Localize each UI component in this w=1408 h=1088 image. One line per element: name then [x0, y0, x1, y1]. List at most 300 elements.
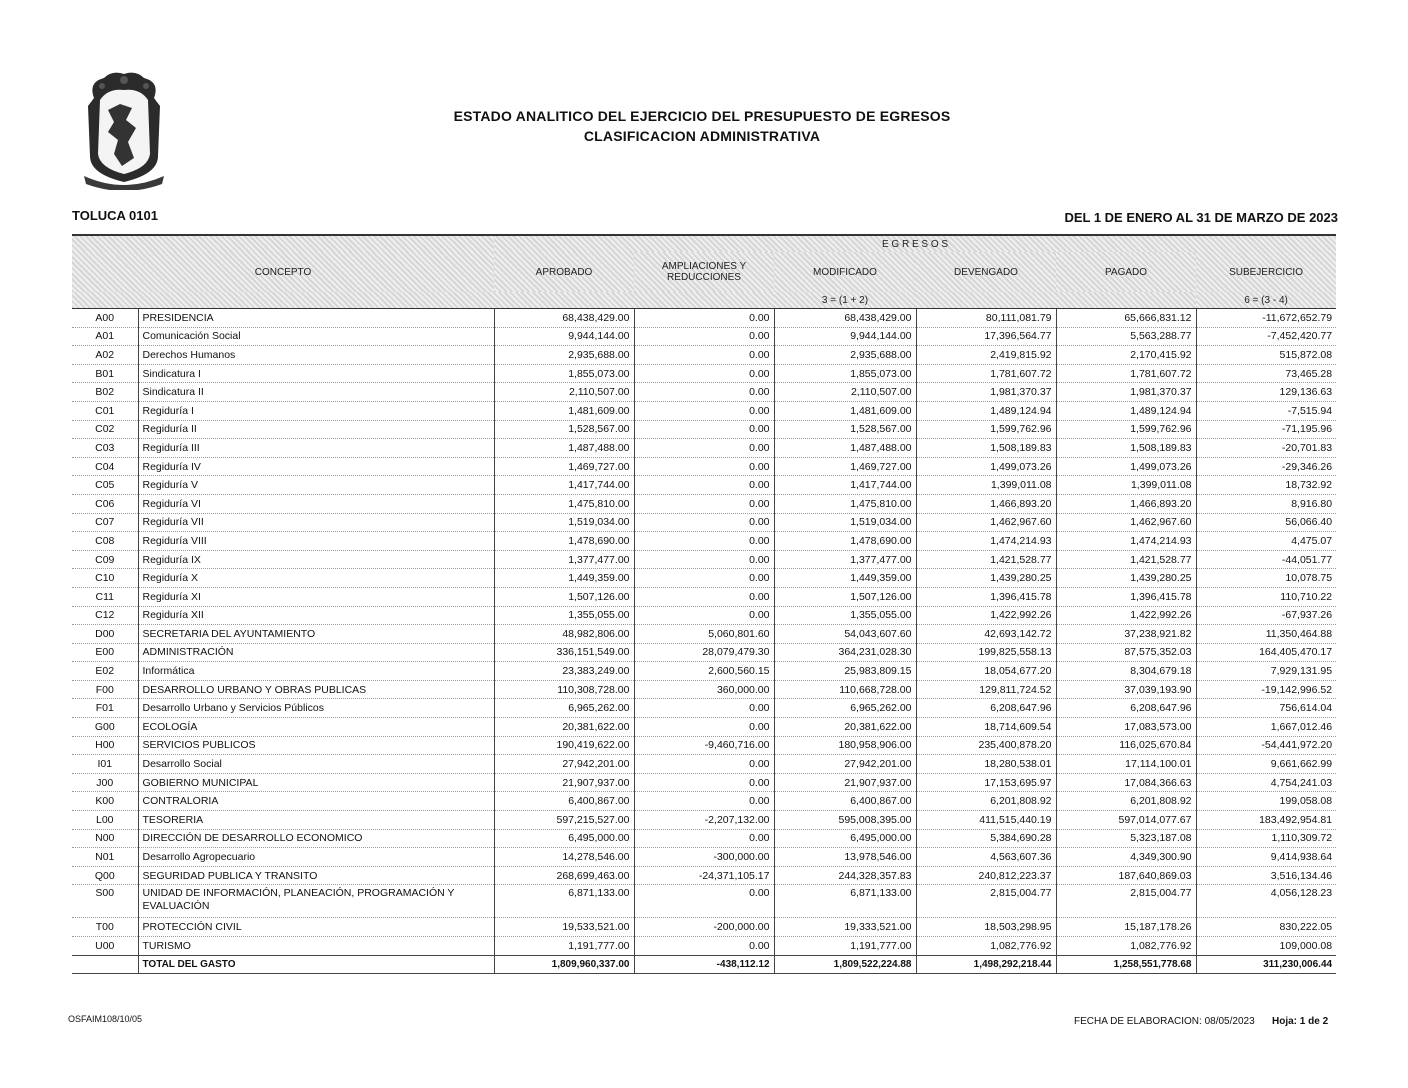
row-code: S00	[72, 885, 138, 918]
table-row	[72, 937, 1336, 956]
formula-modificado: 3 = (1 + 2)	[774, 292, 916, 309]
row-pagado: 6,201,808.92	[1056, 792, 1196, 811]
row-ampliaciones: -300,000.00	[634, 848, 774, 867]
row-concept: ECOLOGÍA	[138, 718, 494, 737]
row-devengado: 1,462,967.60	[916, 513, 1056, 532]
row-pagado: 1,508,189.83	[1056, 439, 1196, 458]
row-devengado: 2,419,815.92	[916, 346, 1056, 365]
row-concept: Comunicación Social	[138, 327, 494, 346]
row-concept: Regiduría IV	[138, 457, 494, 476]
row-devengado: 1,474,214.93	[916, 532, 1056, 551]
elaboration-date: FECHA DE ELABORACION: 08/05/2023	[1074, 1016, 1255, 1027]
row-modificado: 364,231,028.30	[774, 643, 916, 662]
row-ampliaciones: 0.00	[634, 937, 774, 956]
row-code: Q00	[72, 866, 138, 885]
row-pagado: 2,815,004.77	[1056, 885, 1196, 918]
table-row	[72, 792, 1336, 811]
row-devengado: 1,421,528.77	[916, 550, 1056, 569]
row-concept: TESORERIA	[138, 811, 494, 830]
row-concept: PRESIDENCIA	[138, 309, 494, 328]
row-concept: Desarrollo Agropecuario	[138, 848, 494, 867]
row-modificado: 1,475,810.00	[774, 494, 916, 513]
row-ampliaciones: 0.00	[634, 792, 774, 811]
table-row	[72, 364, 1336, 383]
row-ampliaciones: 0.00	[634, 494, 774, 513]
row-code: F00	[72, 680, 138, 699]
row-concept: Regiduría XI	[138, 587, 494, 606]
table-row	[72, 918, 1336, 937]
table-row	[72, 755, 1336, 774]
row-ampliaciones: 0.00	[634, 569, 774, 588]
row-modificado: 9,944,144.00	[774, 327, 916, 346]
row-aprobado: 1,469,727.00	[494, 457, 634, 476]
row-subejercicio: -7,515.94	[1196, 401, 1336, 420]
row-ampliaciones: 0.00	[634, 457, 774, 476]
row-devengado: 6,201,808.92	[916, 792, 1056, 811]
row-pagado: 1,489,124.94	[1056, 401, 1196, 420]
row-modificado: 1,449,359.00	[774, 569, 916, 588]
row-aprobado: 1,487,488.00	[494, 439, 634, 458]
col-pagado: PAGADO	[1056, 252, 1196, 292]
row-modificado: 1,355,055.00	[774, 606, 916, 625]
row-aprobado: 9,944,144.00	[494, 327, 634, 346]
row-modificado: 1,478,690.00	[774, 532, 916, 551]
row-modificado: 68,438,429.00	[774, 309, 916, 328]
row-aprobado: 68,438,429.00	[494, 309, 634, 328]
table-row	[72, 699, 1336, 718]
row-subejercicio: 73,465.28	[1196, 364, 1336, 383]
table-row	[72, 587, 1336, 606]
row-concept: TURISMO	[138, 937, 494, 956]
sub-spacer	[72, 292, 774, 309]
row-code: C03	[72, 439, 138, 458]
row-subejercicio: -29,346.26	[1196, 457, 1336, 476]
row-concept: Regiduría I	[138, 401, 494, 420]
row-code: F01	[72, 699, 138, 718]
row-code: N01	[72, 848, 138, 867]
row-subejercicio: 515,872.08	[1196, 346, 1336, 365]
row-pagado: 1,474,214.93	[1056, 532, 1196, 551]
table-row	[72, 736, 1336, 755]
row-subejercicio: 3,516,134.46	[1196, 866, 1336, 885]
row-ampliaciones: 0.00	[634, 587, 774, 606]
row-concept: Sindicatura II	[138, 383, 494, 402]
row-devengado: 1,439,280.25	[916, 569, 1056, 588]
total-modificado: 1,809,522,224.88	[774, 955, 916, 974]
row-pagado: 1,439,280.25	[1056, 569, 1196, 588]
row-aprobado: 1,855,073.00	[494, 364, 634, 383]
row-aprobado: 21,907,937.00	[494, 773, 634, 792]
row-aprobado: 2,935,688.00	[494, 346, 634, 365]
row-concept: Desarrollo Social	[138, 755, 494, 774]
row-concept: Regiduría VI	[138, 494, 494, 513]
row-concept: Regiduría III	[138, 439, 494, 458]
row-modificado: 19,333,521.00	[774, 918, 916, 937]
row-pagado: 17,083,573.00	[1056, 718, 1196, 737]
table-row	[72, 829, 1336, 848]
row-modificado: 1,507,126.00	[774, 587, 916, 606]
row-modificado: 1,528,567.00	[774, 420, 916, 439]
total-label: TOTAL DEL GASTO	[138, 955, 494, 974]
row-aprobado: 1,528,567.00	[494, 420, 634, 439]
row-subejercicio: 18,732.92	[1196, 476, 1336, 495]
row-code: E02	[72, 662, 138, 681]
row-devengado: 2,815,004.77	[916, 885, 1056, 918]
row-pagado: 1,466,893.20	[1056, 494, 1196, 513]
table-row	[72, 383, 1336, 402]
row-aprobado: 1,191,777.00	[494, 937, 634, 956]
row-pagado: 4,349,300.90	[1056, 848, 1196, 867]
page-number: Hoja: 1 de 2	[1272, 1016, 1329, 1027]
table-row	[72, 811, 1336, 830]
row-aprobado: 1,475,810.00	[494, 494, 634, 513]
row-ampliaciones: 0.00	[634, 364, 774, 383]
row-code: K00	[72, 792, 138, 811]
row-subejercicio: 1,110,309.72	[1196, 829, 1336, 848]
col-aprobado: APROBADO	[494, 252, 634, 292]
row-subejercicio: -20,701.83	[1196, 439, 1336, 458]
row-code: C09	[72, 550, 138, 569]
row-subejercicio: 4,475.07	[1196, 532, 1336, 551]
row-code: E00	[72, 643, 138, 662]
row-devengado: 411,515,440.19	[916, 811, 1056, 830]
table-row	[72, 643, 1336, 662]
row-ampliaciones: 0.00	[634, 829, 774, 848]
row-devengado: 199,825,558.13	[916, 643, 1056, 662]
row-subejercicio: 4,056,128.23	[1196, 885, 1336, 918]
row-subejercicio: 129,136.63	[1196, 383, 1336, 402]
row-code: A02	[72, 346, 138, 365]
row-modificado: 2,110,507.00	[774, 383, 916, 402]
row-subejercicio: -44,051.77	[1196, 550, 1336, 569]
row-aprobado: 1,417,744.00	[494, 476, 634, 495]
row-code: C08	[72, 532, 138, 551]
row-subejercicio: 109,000.08	[1196, 937, 1336, 956]
row-code: A01	[72, 327, 138, 346]
table-row	[72, 327, 1336, 346]
municipal-coat-of-arms-logo	[78, 70, 170, 190]
row-code: C04	[72, 457, 138, 476]
row-ampliaciones: 0.00	[634, 420, 774, 439]
row-devengado: 17,396,564.77	[916, 327, 1056, 346]
row-pagado: 1,499,073.26	[1056, 457, 1196, 476]
row-modificado: 21,907,937.00	[774, 773, 916, 792]
row-devengado: 80,111,081.79	[916, 309, 1056, 328]
row-pagado: 37,039,193.90	[1056, 680, 1196, 699]
row-devengado: 129,811,724.52	[916, 680, 1056, 699]
row-code: U00	[72, 937, 138, 956]
table-row	[72, 401, 1336, 420]
row-subejercicio: -11,672,652.79	[1196, 309, 1336, 328]
row-ampliaciones: -24,371,105.17	[634, 866, 774, 885]
row-subejercicio: 8,916.80	[1196, 494, 1336, 513]
row-pagado: 1,981,370.37	[1056, 383, 1196, 402]
row-aprobado: 1,355,055.00	[494, 606, 634, 625]
row-modificado: 1,417,744.00	[774, 476, 916, 495]
row-pagado: 8,304,679.18	[1056, 662, 1196, 681]
row-modificado: 2,935,688.00	[774, 346, 916, 365]
row-subejercicio: 56,066.40	[1196, 513, 1336, 532]
row-aprobado: 597,215,527.00	[494, 811, 634, 830]
row-subejercicio: 1,667,012.46	[1196, 718, 1336, 737]
row-modificado: 110,668,728.00	[774, 680, 916, 699]
row-aprobado: 268,699,463.00	[494, 866, 634, 885]
row-devengado: 18,714,609.54	[916, 718, 1056, 737]
row-modificado: 1,191,777.00	[774, 937, 916, 956]
row-pagado: 597,014,077.67	[1056, 811, 1196, 830]
row-devengado: 1,599,762.96	[916, 420, 1056, 439]
row-devengado: 1,981,370.37	[916, 383, 1056, 402]
table-row	[72, 662, 1336, 681]
row-code: H00	[72, 736, 138, 755]
row-modificado: 6,495,000.00	[774, 829, 916, 848]
row-code: C05	[72, 476, 138, 495]
table-row	[72, 513, 1336, 532]
row-code: C12	[72, 606, 138, 625]
row-subejercicio: -67,937.26	[1196, 606, 1336, 625]
row-subejercicio: 199,058.08	[1196, 792, 1336, 811]
row-code: N00	[72, 829, 138, 848]
row-devengado: 6,208,647.96	[916, 699, 1056, 718]
col-concepto: CONCEPTO	[72, 252, 494, 292]
row-aprobado: 19,533,521.00	[494, 918, 634, 937]
row-modificado: 1,487,488.00	[774, 439, 916, 458]
total-pagado: 1,258,551,778.68	[1056, 955, 1196, 974]
row-code: I01	[72, 755, 138, 774]
row-concept: Regiduría IX	[138, 550, 494, 569]
row-devengado: 18,054,677.20	[916, 662, 1056, 681]
row-code: T00	[72, 918, 138, 937]
row-concept: Regiduría X	[138, 569, 494, 588]
row-aprobado: 20,381,622.00	[494, 718, 634, 737]
row-modificado: 6,965,262.00	[774, 699, 916, 718]
total-row	[72, 955, 1336, 974]
row-aprobado: 23,383,249.00	[494, 662, 634, 681]
row-devengado: 1,781,607.72	[916, 364, 1056, 383]
row-ampliaciones: 2,600,560.15	[634, 662, 774, 681]
row-ampliaciones: 0.00	[634, 532, 774, 551]
row-pagado: 1,421,528.77	[1056, 550, 1196, 569]
row-concept: Regiduría VII	[138, 513, 494, 532]
table-row	[72, 773, 1336, 792]
row-code: C07	[72, 513, 138, 532]
row-concept: SEGURIDAD PUBLICA Y TRANSITO	[138, 866, 494, 885]
row-ampliaciones: 0.00	[634, 383, 774, 402]
row-ampliaciones: 0.00	[634, 773, 774, 792]
table-row	[72, 680, 1336, 699]
row-devengado: 18,280,538.01	[916, 755, 1056, 774]
row-aprobado: 6,871,133.00	[494, 885, 634, 918]
col-subejercicio: SUBEJERCICIO	[1196, 252, 1336, 292]
row-ampliaciones: -200,000.00	[634, 918, 774, 937]
row-ampliaciones: -2,207,132.00	[634, 811, 774, 830]
row-ampliaciones: 0.00	[634, 401, 774, 420]
row-pagado: 1,462,967.60	[1056, 513, 1196, 532]
row-modificado: 1,469,727.00	[774, 457, 916, 476]
row-code: B01	[72, 364, 138, 383]
row-devengado: 5,384,690.28	[916, 829, 1056, 848]
row-modificado: 1,855,073.00	[774, 364, 916, 383]
row-ampliaciones: 0.00	[634, 699, 774, 718]
row-concept: Regiduría VIII	[138, 532, 494, 551]
row-pagado: 17,084,366.63	[1056, 773, 1196, 792]
row-modificado: 1,377,477.00	[774, 550, 916, 569]
row-concept: CONTRALORIA	[138, 792, 494, 811]
row-modificado: 25,983,809.15	[774, 662, 916, 681]
row-devengado: 42,693,142.72	[916, 625, 1056, 644]
row-ampliaciones: 0.00	[634, 439, 774, 458]
table-row	[72, 346, 1336, 365]
sub-spacer-2	[916, 292, 1196, 309]
row-ampliaciones: 0.00	[634, 718, 774, 737]
table-row	[72, 457, 1336, 476]
row-modificado: 27,942,201.00	[774, 755, 916, 774]
row-pagado: 1,082,776.92	[1056, 937, 1196, 956]
row-subejercicio: 183,492,954.81	[1196, 811, 1336, 830]
col-modificado: MODIFICADO	[774, 252, 916, 292]
group-header-egresos: E G R E S O S	[494, 235, 1336, 252]
total-subejercicio: 311,230,006.44	[1196, 955, 1336, 974]
table-row	[72, 606, 1336, 625]
row-ampliaciones: 0.00	[634, 606, 774, 625]
row-devengado: 1,466,893.20	[916, 494, 1056, 513]
row-pagado: 1,396,415.78	[1056, 587, 1196, 606]
row-subejercicio: 4,754,241.03	[1196, 773, 1336, 792]
table-row	[72, 569, 1336, 588]
row-concept: Desarrollo Urbano y Servicios Públicos	[138, 699, 494, 718]
row-ampliaciones: 0.00	[634, 755, 774, 774]
row-aprobado: 6,495,000.00	[494, 829, 634, 848]
row-ampliaciones: 0.00	[634, 346, 774, 365]
row-concept: Derechos Humanos	[138, 346, 494, 365]
row-concept: DIRECCIÓN DE DESARROLLO ECONOMICO	[138, 829, 494, 848]
row-ampliaciones: 0.00	[634, 476, 774, 495]
row-concept: UNIDAD DE INFORMACIÓN, PLANEACIÓN, PROGRAMACIÓN Y EVALUACIÓN	[138, 885, 494, 918]
table-row	[72, 494, 1336, 513]
row-concept: Regiduría V	[138, 476, 494, 495]
row-aprobado: 336,151,549.00	[494, 643, 634, 662]
row-concept: Regiduría XII	[138, 606, 494, 625]
row-pagado: 2,170,415.92	[1056, 346, 1196, 365]
row-concept: Regiduría II	[138, 420, 494, 439]
row-aprobado: 27,942,201.00	[494, 755, 634, 774]
row-ampliaciones: 0.00	[634, 550, 774, 569]
row-code: A00	[72, 309, 138, 328]
row-pagado: 37,238,921.82	[1056, 625, 1196, 644]
row-aprobado: 1,449,359.00	[494, 569, 634, 588]
row-concept: ADMINISTRACIÓN	[138, 643, 494, 662]
row-aprobado: 6,400,867.00	[494, 792, 634, 811]
row-ampliaciones: 5,060,801.60	[634, 625, 774, 644]
budget-table	[72, 234, 1336, 974]
row-ampliaciones: -9,460,716.00	[634, 736, 774, 755]
row-devengado: 235,400,878.20	[916, 736, 1056, 755]
col-ampliaciones: AMPLIACIONES Y REDUCCIONES	[634, 252, 774, 292]
row-aprobado: 48,982,806.00	[494, 625, 634, 644]
row-code: L00	[72, 811, 138, 830]
row-devengado: 1,499,073.26	[916, 457, 1056, 476]
row-devengado: 4,563,607.36	[916, 848, 1056, 867]
row-pagado: 1,599,762.96	[1056, 420, 1196, 439]
row-concept: PROTECCIÓN CIVIL	[138, 918, 494, 937]
row-pagado: 15,187,178.26	[1056, 918, 1196, 937]
row-concept: Informática	[138, 662, 494, 681]
row-aprobado: 110,308,728.00	[494, 680, 634, 699]
row-concept: DESARROLLO URBANO Y OBRAS PUBLICAS	[138, 680, 494, 699]
total-code	[72, 955, 138, 974]
row-devengado: 1,489,124.94	[916, 401, 1056, 420]
row-pagado: 1,422,992.26	[1056, 606, 1196, 625]
row-subejercicio: 164,405,470.17	[1196, 643, 1336, 662]
report-title: ESTADO ANALITICO DEL EJERCICIO DEL PRESUPUESTO DE EGRESOS	[453, 108, 951, 124]
row-modificado: 244,328,357.83	[774, 866, 916, 885]
table-row	[72, 718, 1336, 737]
row-subejercicio: 10,078.75	[1196, 569, 1336, 588]
report-period: DEL 1 DE ENERO AL 31 DE MARZO DE 2023	[1064, 210, 1338, 225]
row-code: C10	[72, 569, 138, 588]
row-ampliaciones: 360,000.00	[634, 680, 774, 699]
row-devengado: 18,503,298.95	[916, 918, 1056, 937]
formula-subejercicio: 6 = (3 - 4)	[1196, 292, 1336, 309]
table-row	[72, 439, 1336, 458]
row-devengado: 17,153,695.97	[916, 773, 1056, 792]
row-concept: SECRETARIA DEL AYUNTAMIENTO	[138, 625, 494, 644]
row-subejercicio: 11,350,464.88	[1196, 625, 1336, 644]
row-modificado: 1,519,034.00	[774, 513, 916, 532]
row-subejercicio: -54,441,972.20	[1196, 736, 1336, 755]
form-code: OSFAIM108/10/05	[68, 1014, 143, 1024]
table-row	[72, 309, 1336, 328]
row-aprobado: 6,965,262.00	[494, 699, 634, 718]
row-code: C02	[72, 420, 138, 439]
row-pagado: 187,640,869.03	[1056, 866, 1196, 885]
table-row	[72, 848, 1336, 867]
row-aprobado: 14,278,546.00	[494, 848, 634, 867]
col-devengado: DEVENGADO	[916, 252, 1056, 292]
row-pagado: 65,666,831.12	[1056, 309, 1196, 328]
row-subejercicio: -71,195.96	[1196, 420, 1336, 439]
row-devengado: 240,812,223.37	[916, 866, 1056, 885]
row-modificado: 6,871,133.00	[774, 885, 916, 918]
row-devengado: 1,082,776.92	[916, 937, 1056, 956]
total-devengado: 1,498,292,218.44	[916, 955, 1056, 974]
row-subejercicio: 9,414,938.64	[1196, 848, 1336, 867]
row-ampliaciones: 0.00	[634, 513, 774, 532]
table-row	[72, 532, 1336, 551]
row-pagado: 5,563,288.77	[1056, 327, 1196, 346]
row-devengado: 1,508,189.83	[916, 439, 1056, 458]
report-subtitle: CLASIFICACION ADMINISTRATIVA	[583, 128, 821, 144]
row-modificado: 1,481,609.00	[774, 401, 916, 420]
table-row	[72, 420, 1336, 439]
row-modificado: 20,381,622.00	[774, 718, 916, 737]
row-concept: SERVICIOS PUBLICOS	[138, 736, 494, 755]
row-code: C06	[72, 494, 138, 513]
row-modificado: 595,008,395.00	[774, 811, 916, 830]
row-code: C01	[72, 401, 138, 420]
row-subejercicio: 756,614.04	[1196, 699, 1336, 718]
row-pagado: 1,781,607.72	[1056, 364, 1196, 383]
row-code: J00	[72, 773, 138, 792]
row-aprobado: 1,507,126.00	[494, 587, 634, 606]
header-spacer	[72, 235, 494, 252]
row-devengado: 1,422,992.26	[916, 606, 1056, 625]
row-pagado: 5,323,187.08	[1056, 829, 1196, 848]
row-modificado: 6,400,867.00	[774, 792, 916, 811]
row-modificado: 13,978,546.00	[774, 848, 916, 867]
row-subejercicio: 830,222.05	[1196, 918, 1336, 937]
row-ampliaciones: 0.00	[634, 327, 774, 346]
